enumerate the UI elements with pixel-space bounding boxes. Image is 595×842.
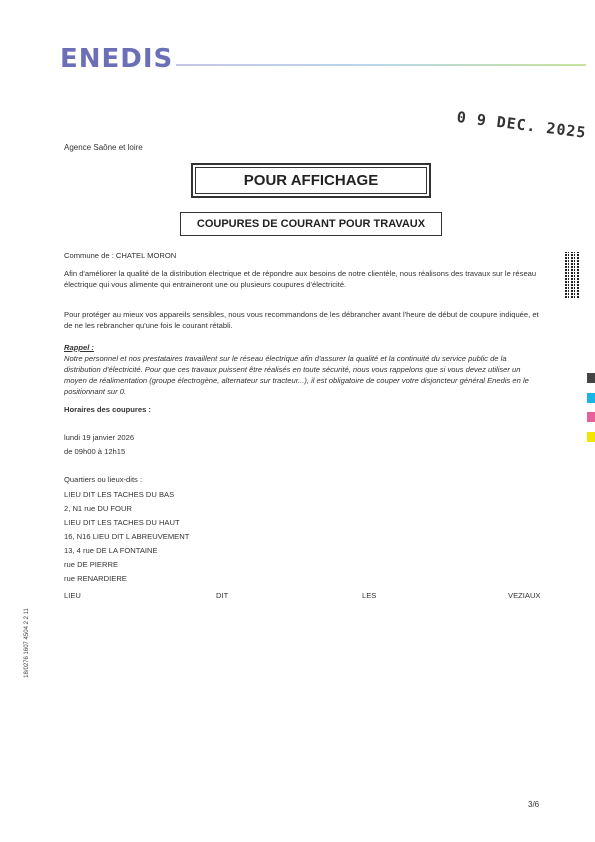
quartiers-list — [64, 488, 544, 586]
list-item: 13, 4 rue DE LA FONTAINE — [64, 546, 158, 555]
color-swatch-yellow — [587, 432, 595, 442]
color-swatch-black — [587, 373, 595, 383]
outage-date: lundi 19 janvier 2026 — [64, 433, 135, 442]
page-number: 3/6 — [528, 800, 540, 809]
rappel-block — [64, 342, 544, 397]
subtitle-text: COUPURES DE COURANT POUR TRAVAUX — [196, 218, 426, 230]
header-line — [176, 64, 586, 66]
subtitle-box — [180, 212, 442, 236]
paragraph-recommendation: Pour protéger au mieux vos appareils sensibles, nous vous recommandons de les débrancher avant l'heure de début de coupure indiquée, et de ne les rebrancher qu'une fois le courant rétabli. — [64, 310, 539, 330]
paragraph-intro: Afin d'améliorer la qualité de la distribution électrique et de répondre aux besoins de notre clientèle, nous réalisons des travaux sur le réseau électrique qui vous alimente qui entraineront une ou plusieurs coupures d'électricité. — [64, 269, 537, 289]
lieu-word-1: LIEU — [64, 591, 81, 600]
rappel-text: Notre personnel et nos prestataires travaillent sur le réseau électrique afin d'assurer la qualité et la continuité du service public de la distribution d'électricité. Pour que ces travaux puissent être réalisés en toute sécurité, nous vous rappelons que si vous devez utiliser un moyen de réalimentation (groupe électrogène, alternateur sur tracteur...), il est obligatoire de couper votre disjoncteur général Enedis en le positionnant sur 0. — [64, 354, 529, 396]
outage-time: de 09h00 à 12h15 — [64, 447, 126, 456]
lieu-word-2: DIT — [216, 591, 229, 600]
list-item: 16, N16 LIEU DIT L ABREUVEMENT — [64, 532, 190, 541]
commune-line: Commune de : CHATEL MORON — [64, 251, 177, 260]
color-swatch-magenta — [587, 412, 595, 422]
horaires-label: Horaires des coupures : — [64, 405, 151, 414]
list-item: rue RENARDIERE — [64, 574, 127, 583]
title-text: POUR AFFICHAGE — [243, 172, 379, 189]
enedis-logo: ENEDIS — [60, 44, 174, 74]
rappel-label: Rappel : — [64, 343, 94, 352]
color-swatch-cyan — [587, 393, 595, 403]
quartiers-label: Quartiers ou lieux-dits : — [64, 475, 143, 484]
title-box — [191, 163, 431, 198]
side-reference-text: 18/0276 1607 4504 2 2 11 — [23, 608, 30, 678]
list-item: rue DE PIERRE — [64, 560, 119, 569]
list-item: 2, N1 rue DU FOUR — [64, 504, 132, 513]
lieu-word-4: VEZIAUX — [508, 591, 541, 600]
qr-code-icon — [565, 252, 580, 298]
date-stamp: 0 9 DEC. 2025 — [455, 108, 588, 142]
list-item: LIEU DIT LES TACHES DU HAUT — [64, 518, 180, 527]
agency-name: Agence Saône et loire — [64, 143, 143, 152]
list-item: LIEU DIT LES TACHES DU BAS — [64, 490, 175, 499]
lieu-word-3: LES — [362, 591, 377, 600]
